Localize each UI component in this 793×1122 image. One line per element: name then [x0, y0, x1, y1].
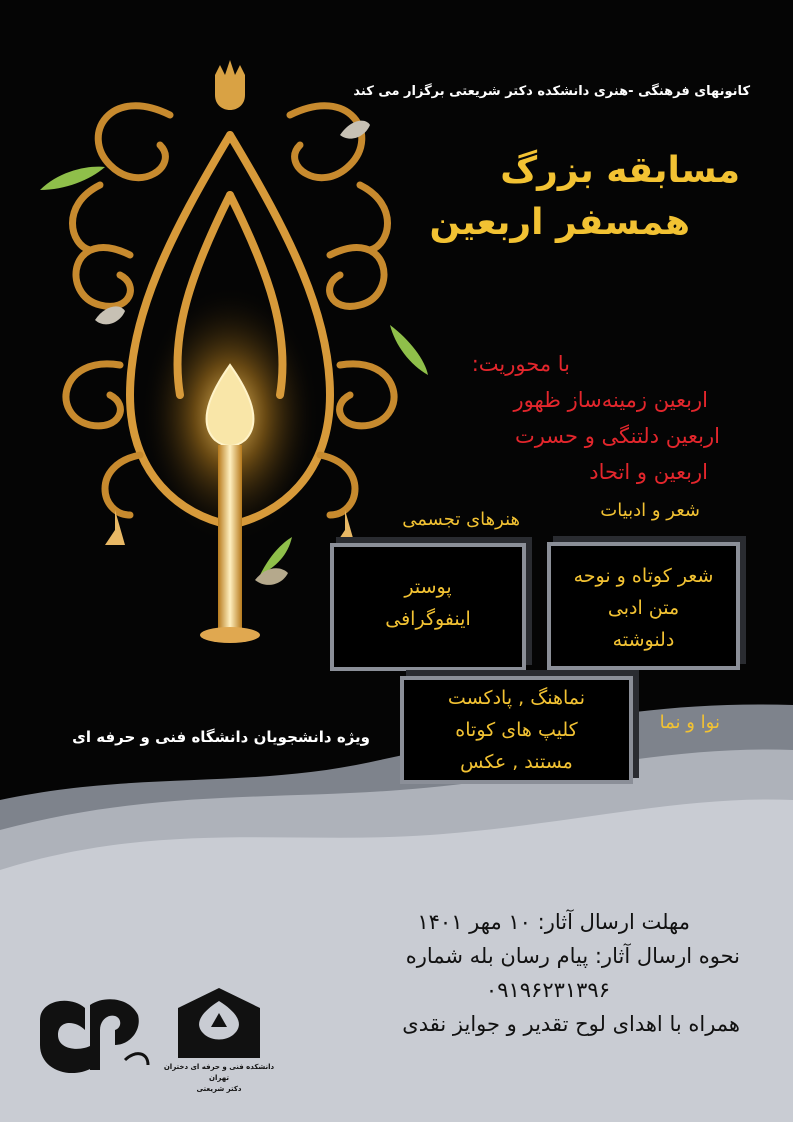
category-item: شعر کوتاه و نوحه: [573, 565, 714, 587]
category-label-visual-arts: هنرهای تجسمی: [402, 509, 520, 530]
faculty-logo-caption: [158, 1062, 280, 1095]
phone-number: ۰۹۱۹۶۲۳۱۳۹۶: [485, 978, 610, 1002]
category-item: نماهنگ , پادکست: [447, 687, 586, 709]
themes-heading: با محوریت:: [471, 352, 570, 376]
category-item: کلیپ های کوتاه: [455, 719, 578, 741]
organizer-note: کانونهای فرهنگی -هنری دانشکده دکتر شریعتی برگزار می کند: [353, 84, 750, 99]
audience-note: ویژه دانشجویان دانشگاه فنی و حرفه ای: [72, 728, 370, 746]
footer-info: [330, 905, 740, 1041]
caption-line: دکتر شریعتی: [196, 1085, 242, 1093]
category-box-visual-arts: [330, 543, 526, 671]
submission-text: نحوه ارسال آثار: پیام رسان بله شماره: [405, 944, 740, 968]
category-box-poetry: [547, 542, 740, 670]
university-logo: [30, 990, 155, 1085]
faculty-logo: [165, 983, 273, 1063]
category-item: دلنوشته: [612, 629, 675, 651]
category-item: اینفوگرافی: [385, 608, 471, 630]
title-line-2: همسفر اربعین: [429, 202, 690, 243]
themes-block: [420, 346, 720, 490]
theme-item: اربعین و اتحاد: [589, 460, 708, 484]
title-line-1: مسابقه بزرگ: [500, 150, 740, 191]
deadline-text: مهلت ارسال آثار: ۱۰ مهر ۱۴۰۱: [417, 910, 690, 934]
theme-item: اربعین زمینه‌ساز ظهور: [513, 388, 708, 412]
category-label-nava: نوا و نما: [659, 712, 720, 733]
category-item: متن ادبی: [607, 597, 680, 619]
category-item: پوستر: [404, 576, 452, 598]
category-label-poetry: شعر و ادبیات: [600, 500, 700, 521]
category-box-nava: [400, 676, 633, 784]
caption-line: دانشکده فنی و حرفه ای دختران تهران: [163, 1063, 275, 1082]
theme-item: اربعین دلتنگی و حسرت: [514, 424, 720, 448]
prizes-text: همراه با اهدای لوح تقدیر و جوایز نقدی: [402, 1012, 740, 1036]
category-item: مستند , عکس: [460, 751, 573, 773]
